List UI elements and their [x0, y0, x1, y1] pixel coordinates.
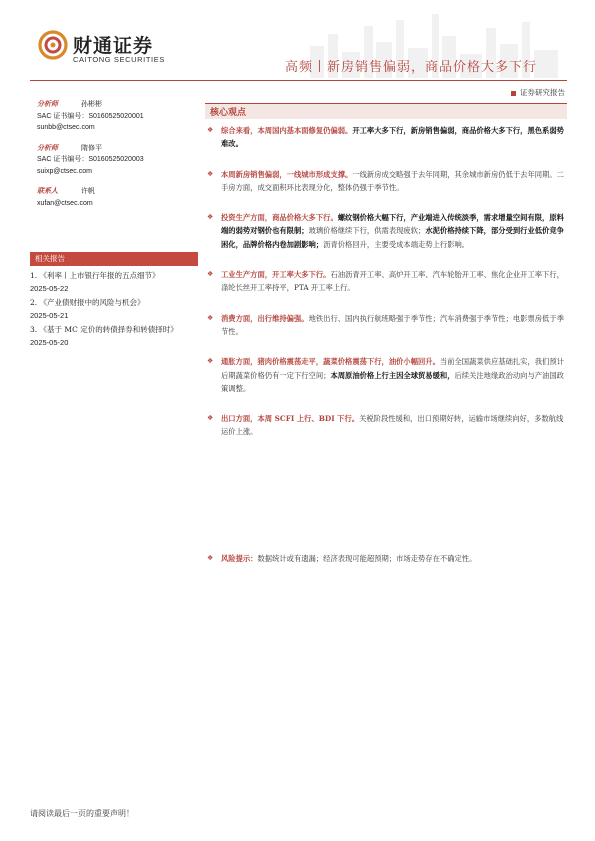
analyst-email[interactable]: sunbb@ctsec.com	[37, 124, 95, 131]
analyst-name: 孙彬彬	[81, 100, 102, 108]
cert-number: S0160525020003	[88, 156, 144, 163]
logo-text-cn: 财通证券	[73, 35, 154, 57]
core-point	[207, 168, 569, 195]
point-text: 石油沥青开工率、高炉开工率、汽车轮胎开工率、焦化企业开工率下行，涤纶长丝开工率持平，PTA 开工率上行。	[221, 270, 564, 293]
header-divider	[30, 80, 567, 81]
report-type-label: 证券研究报告	[520, 88, 565, 97]
analyst-role: 分析师	[37, 99, 58, 108]
point-text: 关税阶段性缓和，出口预期好转，运输市场继续向好，多数航线运价上涨。	[221, 414, 564, 437]
related-reports-list	[30, 270, 200, 351]
point-lead: 综合来看，本周国内基本面修复仍偏弱。	[221, 126, 353, 135]
point-text: 玻璃价格继续下行，供需表现疲软；	[308, 226, 426, 236]
contact-name: 许帆	[81, 187, 95, 195]
point-lead: 工业生产方面，开工率大多下行。	[221, 270, 331, 280]
diamond-bullet-icon: ❖	[207, 169, 214, 178]
core-view-heading: 核心观点	[210, 108, 247, 118]
core-point	[207, 412, 569, 439]
risk-warning	[207, 552, 569, 577]
analyst-card	[37, 98, 195, 134]
risk-point	[207, 552, 569, 565]
report-title: 高频丨新房销售偏弱，商品价格大多下行	[284, 60, 537, 75]
contact-role: 联系人	[37, 186, 58, 195]
diamond-bullet-icon: ❖	[207, 357, 214, 366]
contact-card	[37, 185, 195, 209]
analyst-email[interactable]: suixp@ctsec.com	[37, 167, 92, 175]
point-bold: 开工率大多下行，新房销售偏弱，商品价格大多下行，黑色系弱势难改。	[221, 126, 564, 149]
diamond-bullet-icon: ❖	[207, 414, 214, 423]
related-report-title[interactable]: 2. 《产业债财报中的风险与机会》	[30, 298, 145, 307]
core-view-header	[205, 103, 567, 119]
point-text: 地铁出行、国内执行航班略强于季节性；汽车消费强于季节性；电影票房低于季节性。	[221, 313, 564, 336]
diamond-bullet-icon: ❖	[207, 554, 214, 562]
point-lead: 出口方面，本周 SCFI 上行、BDI 下行。	[221, 414, 360, 424]
contact-email[interactable]: xufan@ctsec.com	[37, 199, 93, 207]
diamond-bullet-icon: ❖	[207, 213, 214, 222]
diamond-bullet-icon: ❖	[207, 313, 214, 322]
cert-label: SAC 证书编号：	[37, 112, 89, 120]
related-report-item[interactable]	[30, 324, 200, 349]
core-point	[207, 312, 569, 339]
related-report-date: 2025-05-21	[30, 310, 69, 320]
related-report-date: 2025-05-22	[30, 283, 69, 293]
point-lead: 投资生产方面，商品价格大多下行。	[221, 213, 338, 223]
report-type	[511, 87, 565, 98]
core-point	[207, 211, 569, 251]
related-report-date: 2025-05-20	[30, 337, 69, 347]
company-logo	[38, 28, 178, 68]
core-point	[207, 355, 569, 395]
core-point	[207, 124, 569, 151]
analyst-name: 隋修平	[81, 143, 102, 152]
analyst-role: 分析师	[37, 142, 58, 152]
analyst-card	[37, 142, 195, 178]
point-bold: 本周原油价格上行主因全球贸易缓和，	[330, 370, 455, 380]
related-reports-heading: 相关报告	[30, 252, 198, 266]
analyst-panel	[37, 98, 195, 217]
point-text: 当前全国蔬菜供应基础扎实，我们预计后期蔬菜价格仍有一定下行空间；	[221, 357, 564, 380]
related-report-item[interactable]	[30, 297, 200, 322]
cert-label: SAC 证书编号：	[37, 156, 89, 163]
diamond-bullet-icon: ❖	[207, 270, 214, 279]
diamond-bullet-icon: ❖	[207, 126, 214, 134]
point-text-2: 沥青价格回升，主要受成本端走势上行影响。	[323, 239, 470, 249]
risk-lead: 风险提示：	[221, 554, 258, 563]
related-report-item[interactable]	[30, 270, 200, 295]
point-lead: 本周新房销售偏弱，一线城市形成支撑。	[221, 169, 353, 179]
point-text-2: 后续关注地缘政治动向与产油国政策调整。	[221, 370, 564, 393]
caitong-logo-icon	[38, 30, 68, 60]
related-report-title[interactable]: 3. 《基于 MC 定价的转债择券和转债择时》	[30, 325, 178, 334]
point-text: 一线新房成交略强于去年同期，其余城市新房仍低于去年同期。二手房方面，成交面积环比表现分化，整体仍强于季节性。	[221, 169, 564, 192]
core-point	[207, 268, 569, 295]
related-report-title[interactable]: 1. 《利率丨上市银行年报的五点细节》	[30, 271, 160, 280]
point-lead: 消费方面，出行维持偏强。	[221, 313, 309, 323]
point-bold: 螺纹钢价格大幅下行，产业端进入传统淡季，需求增量空间有限，原料端的弱势对钢价也有限制；	[221, 213, 564, 236]
cert-number: S0160525020001	[88, 112, 144, 120]
point-lead: 通胀方面，猪肉价格震荡走平，蔬菜价格震荡下行，油价小幅回升。	[221, 357, 440, 367]
square-marker-icon	[511, 91, 516, 96]
point-bold-2: 水泥价格持续下降，部分受到行业低价竞争困化，品牌价格内卷加剧影响；	[221, 226, 564, 249]
risk-text: 数据统计或有遗漏；经济表现可能超预期；市场走势存在不确定性。	[257, 554, 477, 563]
disclaimer-note: 请阅读最后一页的重要声明！	[30, 809, 134, 818]
core-points	[207, 124, 569, 451]
logo-text-en: CAITONG SECURITIES	[73, 55, 165, 64]
